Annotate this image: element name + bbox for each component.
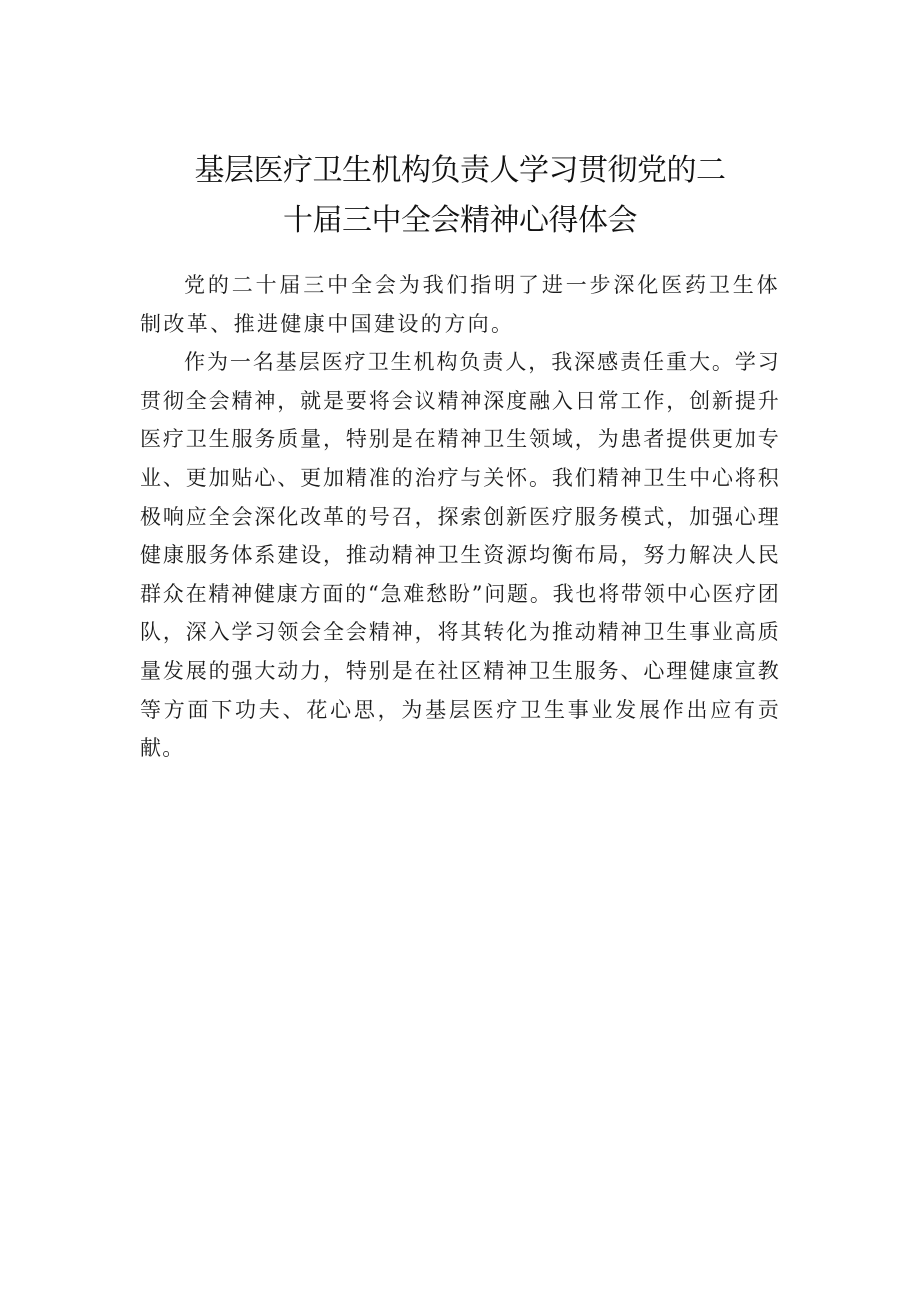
paragraph: 作为一名基层医疗卫生机构负责人，我深感责任重大。学习贯彻全会精神，就是要将会议精神深度融入日常工作，创新提升医疗卫生服务质量，特别是在精神卫生领域，为患者提供更加专业、更加贴心、更加精准的治疗与关怀。我们精神卫生中心将积极响应全会深化改革的号召，探索创新医疗服务模式，加强心理健康服务体系建设，推动精神卫生资源均衡布局，努力解决人民群众在精神健康方面的“急难愁盼”问题。我也将带领中心医疗团队，深入学习领会全会精神，将其转化为推动精神卫生事业高质量发展的强大动力，特别是在社区精神卫生服务、心理健康宣教等方面下功夫、花心思，为基层医疗卫生事业发展作出应有贡献。 — [140, 350, 780, 761]
title-line-1: 基层医疗卫生机构负责人学习贯彻党的二 — [194, 153, 726, 188]
document-title — [140, 146, 780, 246]
document-body — [140, 266, 780, 768]
paragraph: 党的二十届三中全会为我们指明了进一步深化医药卫生体制改革、推进健康中国建设的方向。 — [140, 273, 780, 336]
title-line-2: 十届三中全会精神心得体会 — [283, 203, 637, 238]
